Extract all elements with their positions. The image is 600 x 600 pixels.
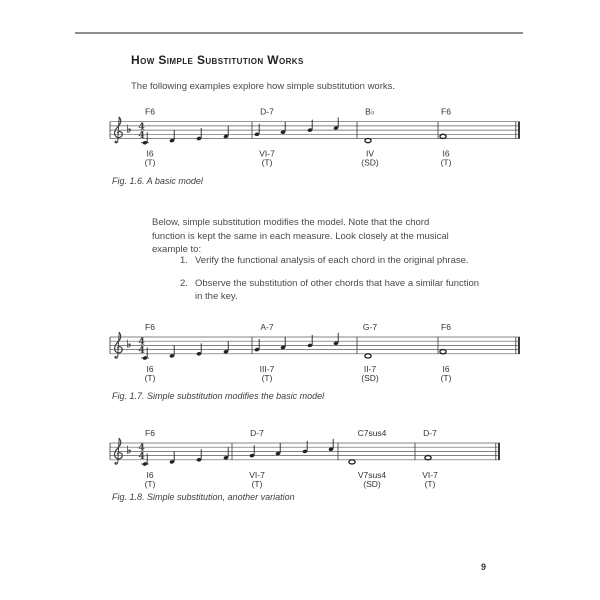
time-signature: 4 [138,121,145,133]
whole-note [440,134,446,138]
chord-symbol: F6 [145,428,155,438]
chord-symbol: A-7 [260,322,274,332]
chord-function: (SD) [361,373,379,383]
chord-function: (T) [144,157,156,168]
staff-system-fig-1-6 [0,100,600,180]
whole-note [349,460,355,464]
chord-function: (T) [251,479,263,489]
roman-numeral: IV [365,148,375,159]
final-barline [518,337,520,354]
roman-numeral: I6 [146,470,154,480]
chord-function: (T) [424,479,436,489]
time-signature: 4 [138,129,145,141]
time-signature: 4 [138,336,145,348]
chord-function: (T) [261,373,273,383]
whole-note [365,354,371,358]
key-signature-flat-icon: ♭ [126,338,132,351]
treble-clef-icon [115,462,117,464]
list-item [180,254,480,267]
body-paragraph: Below, simple substitution modifies the model. Note that the chord function is kept the same in each measure. Look closely at the musical example to: [152,217,449,255]
chord-symbol: F6 [441,106,451,117]
roman-numeral: I6 [146,148,154,159]
key-signature-flat-icon: ♭ [126,123,132,136]
roman-numeral: III-7 [259,364,275,374]
whole-note [425,456,431,460]
list-number: 2. [180,278,188,289]
chord-symbol: F6 [145,322,155,332]
chord-symbol: C7sus4 [357,428,387,438]
chord-symbol: D-7 [260,106,274,117]
chord-symbol: F6 [145,106,155,117]
time-signature: 4 [138,442,145,454]
whole-note [365,139,371,143]
list-text: Verify the functional analysis of each chord in the original phrase. [195,255,469,266]
top-rule [75,32,523,34]
treble-clef-icon [115,141,117,143]
list-text: Observe the substitution of other chords that have a similar function in the key. [195,278,480,302]
whole-note [440,350,446,354]
figure-caption: Fig. 1.7. Simple substitution modifies the basic model [112,391,325,401]
roman-numeral: I6 [442,364,450,374]
roman-numeral: II-7 [363,364,377,374]
staff-system-fig-1-8 [0,421,600,501]
list-item [180,277,480,303]
figure-caption: Fig. 1.6. A basic model [112,176,203,186]
chord-function: (T) [440,157,452,168]
key-signature-flat-icon: ♭ [126,444,132,457]
figure-caption: Fig. 1.8. Simple substitution, another variation [112,492,295,502]
treble-clef-icon [115,356,117,358]
chord-function: (T) [144,373,156,383]
chord-function: (SD) [361,157,379,168]
chord-symbol: D-7 [250,428,264,438]
chord-function: (T) [261,157,273,168]
roman-numeral: V7sus4 [357,470,387,480]
roman-numeral: VI-7 [249,470,265,480]
staff-system-fig-1-7 [0,315,600,395]
chord-symbol: D-7 [423,428,437,438]
list-number: 1. [180,255,188,266]
page-title: How Simple Substitution Works [131,53,304,67]
chord-symbol: G-7 [362,322,378,332]
time-signature: 4 [138,345,145,357]
roman-numeral: I6 [146,364,154,374]
final-barline [518,122,520,139]
intro-paragraph: The following examples explore how simple substitution works. [131,81,396,92]
chord-function: (T) [440,373,452,383]
page-number: 9 [481,562,487,572]
chord-function: (SD) [363,479,381,489]
time-signature: 4 [138,451,145,463]
roman-numeral: VI-7 [422,470,438,480]
chord-symbol: B♭ [365,106,375,117]
chord-function: (T) [144,479,156,489]
roman-numeral: VI-7 [259,148,275,159]
chord-symbol: F6 [441,322,451,332]
roman-numeral: I6 [442,148,450,159]
final-barline [498,443,500,460]
